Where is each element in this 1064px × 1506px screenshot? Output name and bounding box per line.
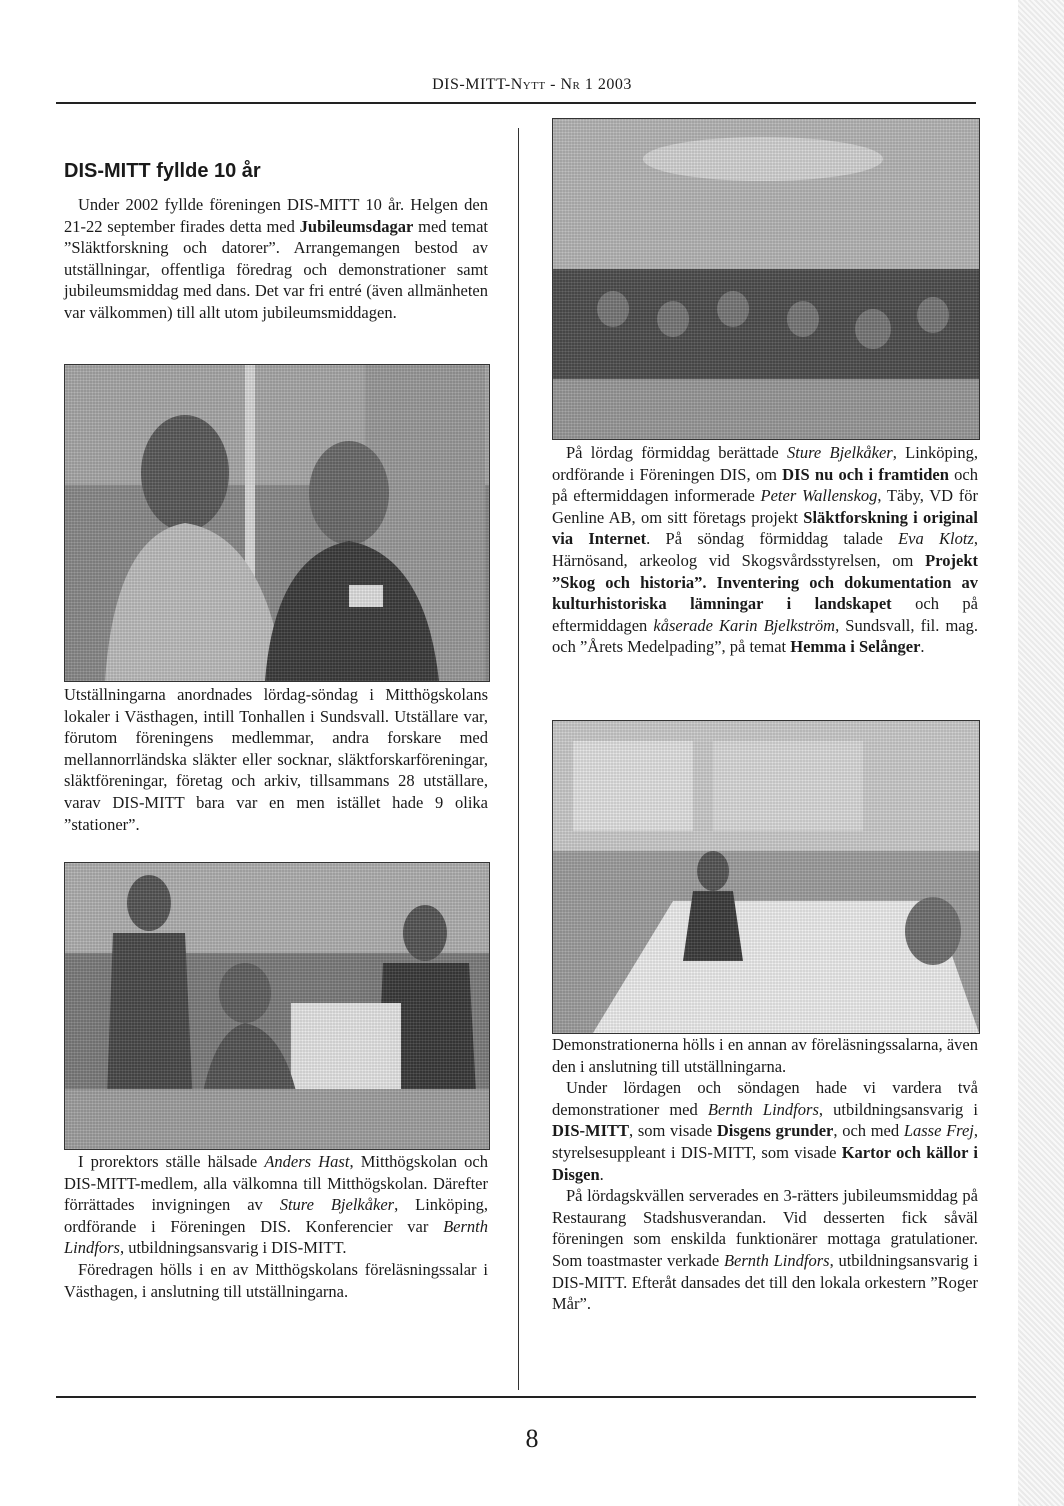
text-run: , utbildningsansvarig i DIS-MITT. bbox=[119, 1238, 347, 1258]
intro-paragraph bbox=[64, 194, 488, 324]
photo-audience bbox=[552, 118, 980, 440]
lectures-paragraph: Föredragen hölls i en av Mitthögskolans föreläsningssalar i Västhagen, i anslutning till utställningarna. bbox=[64, 1259, 488, 1301]
photo-two-men bbox=[64, 364, 490, 682]
column-divider bbox=[518, 128, 519, 1390]
text-run: Sture Bjelkåker bbox=[787, 443, 893, 462]
text-run: Kartor och källor i Disgen bbox=[552, 1142, 978, 1184]
demonstrations-paragraph bbox=[552, 1077, 978, 1185]
article-title: DIS-MITT fyllde 10 år bbox=[64, 160, 261, 182]
exhibitions-paragraph: Utställningarna anordnades lördag-söndag i Mitthögskolans lokaler i Västhagen, intill Tonhallen i Sundsvall. Utställare var, förutom föreningens medlemmar, andra forskare med mellannorrländska släkter eller socknar, släktforskarföreningar, släktföreningar, företag och arkiv, tillsammans 28 utställare, varav DIS-MITT bara var en men istället hade 9 olika ”stationer”. bbox=[64, 685, 488, 834]
text-run: med temat ”Släktforskning och datorer”. Arrangemangen bestod av utställningar, offentliga föredrag och demonstrationer samt jubileumsmiddag med dans. Det var fri entré (även allmänheten var välkommen) till allt utom jubileumsmiddagen. bbox=[64, 216, 488, 322]
text-run: och på eftermiddagen informerade bbox=[552, 464, 978, 506]
header-rule bbox=[56, 102, 976, 104]
photo-demo-room bbox=[552, 720, 980, 1034]
text-run: , som visade bbox=[629, 1121, 717, 1141]
exhibitions-block bbox=[64, 684, 488, 835]
page-number: 8 bbox=[525, 1424, 539, 1453]
intro-block bbox=[64, 194, 488, 324]
text-run: . bbox=[920, 637, 925, 657]
text-run: Bernth Lindfors bbox=[64, 1216, 488, 1258]
text-run: , Linköping, ordförande i Föreningen DIS. Konferencier var bbox=[64, 1195, 488, 1236]
text-run: . På söndag förmiddag talade bbox=[646, 529, 899, 549]
demonstrations-block bbox=[552, 1034, 978, 1315]
text-run: , Sundsvall, fil. mag. och ”Årets Medelpading”, på temat bbox=[552, 615, 978, 657]
text-run: Sture Bjelkåker bbox=[279, 1195, 395, 1215]
text-run: , Mitthögskolan och DIS-MITT-medlem, alla välkomna till Mitthögskolan. Därefter förrättades invigningen av bbox=[64, 1152, 489, 1215]
text-run: Jubileumsdagar bbox=[299, 216, 414, 236]
text-run: Lasse Frej bbox=[903, 1121, 974, 1141]
text-run: . bbox=[599, 1164, 604, 1184]
text-run: DIS-MITT bbox=[552, 1121, 630, 1141]
text-run: I prorektors ställe hälsade bbox=[78, 1152, 265, 1171]
photo-exhibition bbox=[64, 862, 490, 1150]
text-run: DIS nu och i framtiden bbox=[782, 464, 949, 484]
program-paragraph bbox=[552, 442, 978, 658]
scan-edge bbox=[1018, 0, 1064, 1506]
text-run: , Härnösand, arkeolog vid Skogsvårdsstyrelsen, om bbox=[552, 529, 978, 570]
program-block bbox=[552, 442, 978, 658]
text-run: Under 2002 fyllde föreningen DIS-MITT 10 år. Helgen den 21-22 september firades detta med bbox=[64, 195, 488, 236]
text-run: Under lördagen och söndagen hade vi vardera två demonstrationer med bbox=[552, 1078, 978, 1119]
text-run: Hemma i Selånger bbox=[790, 637, 921, 657]
text-run: , Täby, VD för Genline AB, om sitt företags projekt bbox=[552, 486, 979, 527]
text-run: Bernth Lindfors bbox=[707, 1099, 819, 1119]
text-run: Peter Wallenskog bbox=[760, 486, 878, 506]
text-run: Eva Klotz bbox=[898, 529, 974, 549]
opening-block bbox=[64, 1151, 488, 1302]
text-run: , Linköping, ordförande i Föreningen DIS, om bbox=[552, 443, 979, 484]
text-run: kåserade Karin Bjelkström bbox=[653, 615, 836, 635]
text-run: , utbildningsansvarig i DIS-MITT. Efteråt dansades det till den lokala orkestern ”Roger Mår”. bbox=[552, 1250, 978, 1314]
dinner-paragraph bbox=[552, 1185, 978, 1315]
demonstrations-caption: Demonstrationerna hölls i en annan av föreläsningssalarna, även den i anslutning till utställningarna. bbox=[552, 1035, 978, 1076]
text-run: och på eftermiddagen bbox=[552, 594, 978, 635]
text-run: På lördag förmiddag berättade bbox=[566, 443, 787, 462]
text-run: , styrelsesuppleant i DIS-MITT, som visade bbox=[552, 1121, 979, 1162]
text-run: , utbildningsansvarig i bbox=[818, 1099, 978, 1119]
text-run: Släktforskning i original via Internet bbox=[552, 507, 978, 549]
text-run: Disgens grunder bbox=[716, 1121, 834, 1141]
running-head: DIS-MITT-Nytt - Nr 1 2003 bbox=[432, 76, 632, 93]
text-run: , och med bbox=[833, 1121, 904, 1141]
text-run: Anders Hast bbox=[264, 1152, 350, 1171]
footer-rule bbox=[56, 1396, 976, 1398]
text-run: Projekt ”Skog och historia”. Inventering och dokumentation av kulturhistoriska lämningar i landskapet bbox=[552, 550, 978, 614]
text-run: Bernth Lindfors bbox=[723, 1250, 830, 1270]
text-run: På lördagskvällen serverades en 3-rätters jubileumsmiddag på Restaurang Stadshusverandan. Vid desserten fick såväl föreningen som enskilda funktionärer mottaga gratulationer. Som toastmaster verkade bbox=[552, 1186, 978, 1270]
opening-paragraph bbox=[64, 1151, 488, 1259]
